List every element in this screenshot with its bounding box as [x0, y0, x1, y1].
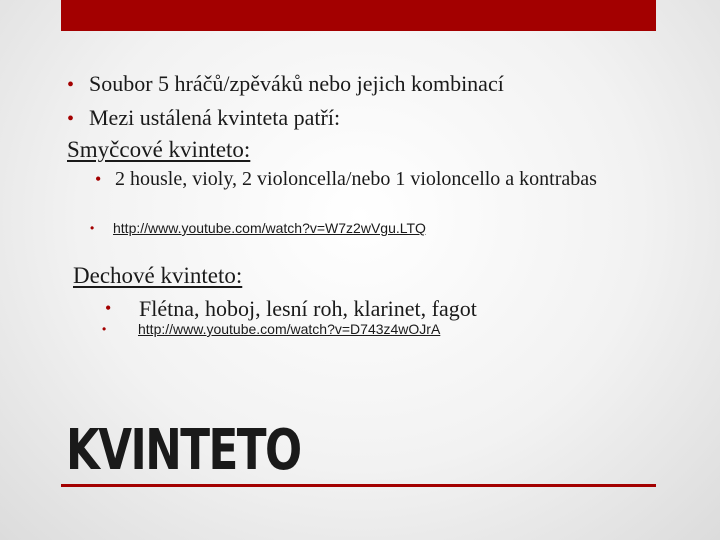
wind-quintet-youtube-link[interactable]: http://www.youtube.com/watch?v=D743z4wOJrA — [138, 321, 441, 337]
bullet-text: Mezi ustálená kvinteta patří: — [89, 105, 341, 130]
wind-quintet-link-row — [102, 321, 440, 337]
string-quintet-item — [95, 168, 615, 190]
wind-quintet-item — [105, 296, 477, 322]
wind-quintet-heading: Dechové kvinteto: — [73, 263, 243, 288]
string-quintet-youtube-link[interactable]: http://www.youtube.com/watch?v=W7z2wVgu.LTQ — [113, 220, 426, 236]
string-quintet-text: 2 housle, violy, 2 violoncella/nebo 1 violoncello a kontrabas — [115, 168, 597, 190]
string-quintet-link-row — [90, 220, 426, 236]
bullet-ensemble — [67, 71, 504, 97]
bullet-marker: • — [90, 221, 95, 235]
top-accent-bar — [61, 0, 656, 31]
wind-quintet-text: Flétna, hoboj, lesní roh, klarinet, fagot — [139, 296, 477, 321]
slide-title: KVINTETO — [66, 418, 301, 483]
bullet-marker: • — [67, 74, 75, 96]
bullet-marker: • — [105, 298, 112, 318]
bullet-marker: • — [102, 322, 107, 336]
bullet-marker: • — [95, 169, 102, 189]
bullet-text: Soubor 5 hráčů/zpěváků nebo jejich kombinací — [89, 71, 504, 96]
bullet-established — [67, 105, 340, 131]
string-quintet-heading: Smyčcové kvinteto: — [67, 137, 251, 162]
bullet-marker: • — [67, 108, 75, 130]
title-underline-rule — [61, 484, 656, 487]
